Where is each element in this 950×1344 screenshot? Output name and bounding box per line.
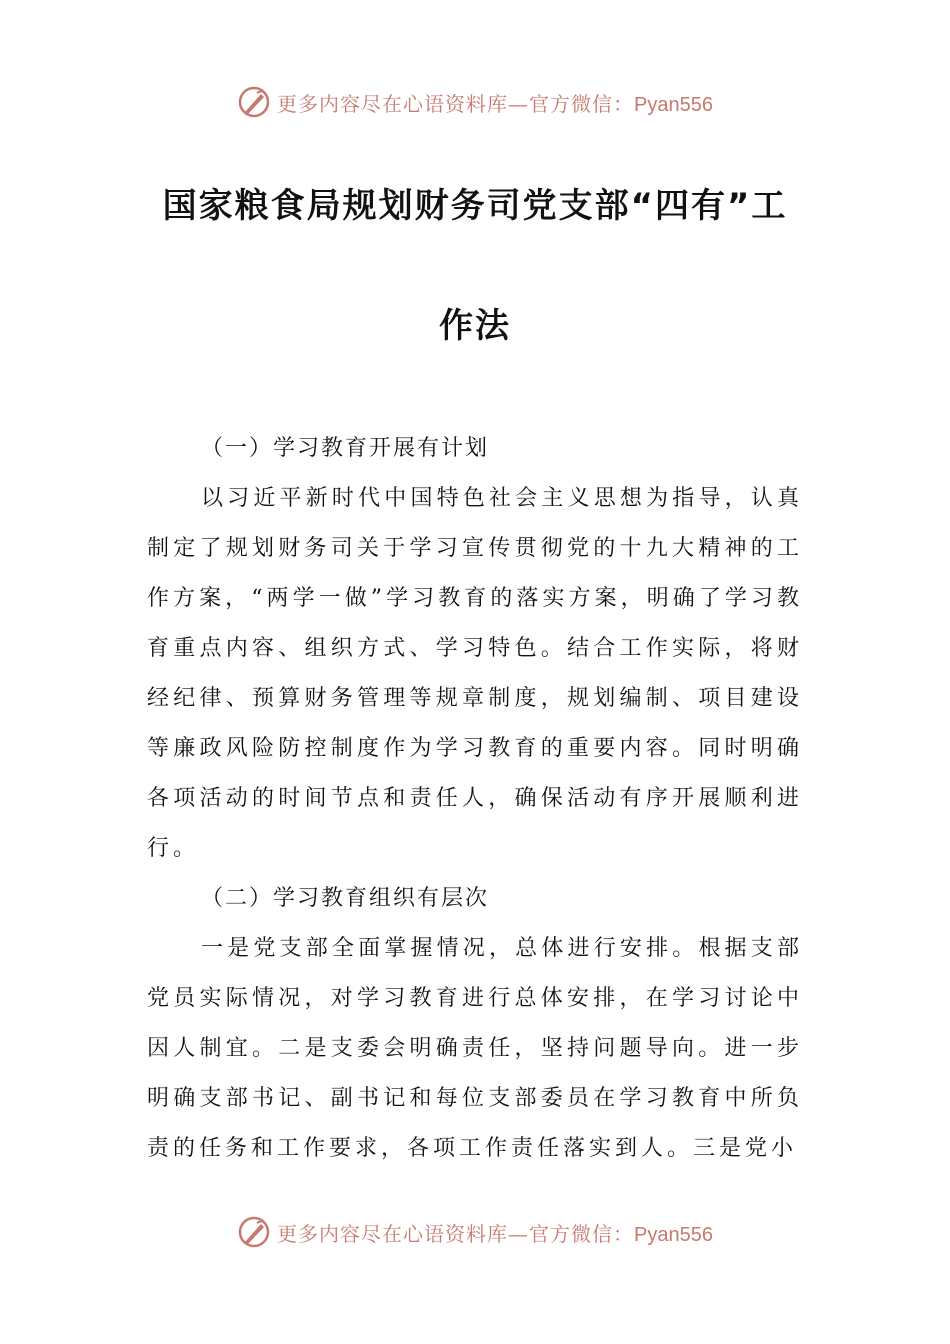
section-2-paragraph: 一是党支部全面掌握情况，总体进行安排。根据支部党员实际情况，对学习教育进行总体安排，在学习讨论中因人制宜。二是支委会明确责任，坚持问题导向。进一步明确支部书记、副书记和每位支部委员在学习教育中所负责的任务和工作要求，各项工作责任落实到人。三是党小 [147,936,803,1161]
watermark-banner-top [0,82,950,122]
pen-circle-logo-icon [237,1215,271,1249]
watermark-slogan: 更多内容尽在心语资料库—官方微信： [277,91,635,116]
watermark-banner-bottom [0,1212,950,1252]
watermark-wechat-id: Pyan556 [634,1223,713,1246]
section-1-heading: （一）学习教育开展有计划 [201,436,490,461]
section-2-heading: （二）学习教育组织有层次 [201,886,490,911]
document-title-line-1: 国家粮食局规划财务司党支部“四有”工 [162,186,788,226]
document-title-line-2: 作法 [439,306,511,346]
watermark-text [277,88,713,117]
watermark-wechat-id: Pyan556 [634,93,713,116]
section-1-paragraph: 以习近平新时代中国特色社会主义思想为指导，认真制定了规划财务司关于学习宣传贯彻党的十九大精神的工作方案，“两学一做”学习教育的落实方案，明确了学习教育重点内容、组织方式、学习特色。结合工作实际，将财经纪律、预算财务管理等规章制度，规划编制、项目建设等廉政风险防控制度作为学习教育的重要内容。同时明确各项活动的时间节点和责任人，确保活动有序开展顺利进行。 [147,486,803,861]
pen-circle-logo-icon [237,85,271,119]
watermark-slogan: 更多内容尽在心语资料库—官方微信： [277,1221,635,1246]
watermark-text [277,1218,713,1247]
document-body [147,424,803,1174]
